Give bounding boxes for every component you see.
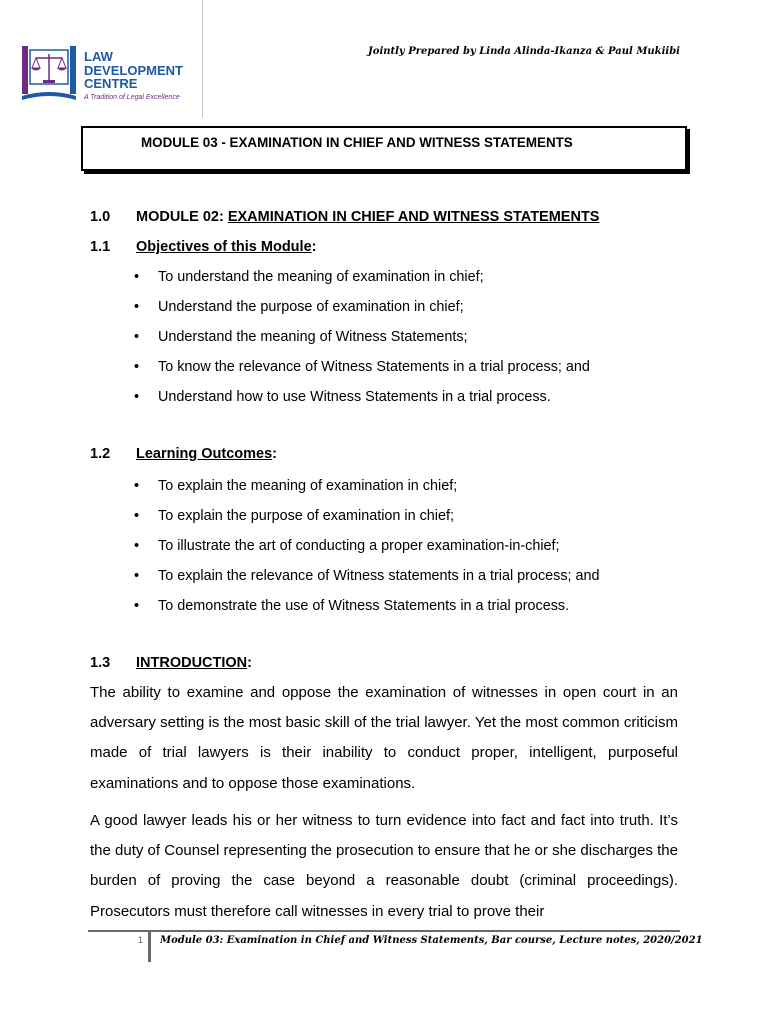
- section-number: 1.1: [90, 239, 111, 255]
- page-number: 1: [138, 935, 144, 945]
- footer-divider: [148, 932, 151, 962]
- section-colon: :: [272, 446, 278, 462]
- footer-rule: [88, 930, 680, 932]
- section-title: INTRODUCTION: [136, 655, 248, 671]
- module-title-box: [81, 126, 687, 171]
- logo-line-law: LAW: [84, 49, 113, 64]
- section-1-0-heading: [90, 209, 599, 225]
- section-title: Objectives of this Module: [136, 239, 312, 255]
- scales-of-justice-book-icon: [22, 46, 76, 100]
- section-colon: :: [247, 655, 253, 671]
- module-title: MODULE 03 - EXAMINATION IN CHIEF AND WITNESS STATEMENTS: [141, 135, 573, 150]
- introduction-paragraph-2: A good lawyer leads his or her witness to turn evidence into fact and fact into truth. It’s the duty of Counsel representing the prosecution to ensure that he or she discharges the burden of proving the case beyond a reasonable doubt (criminal proceedings). Prosecutors must therefore call witnesses in every trial to prove their: [90, 812, 678, 920]
- section-number: 1.2: [90, 446, 111, 462]
- header-divider: [202, 0, 203, 118]
- section-title: EXAMINATION IN CHIEF AND WITNESS STATEMENTS: [227, 209, 600, 225]
- section-1-1-heading: [90, 239, 316, 255]
- logo-line-development: DEVELOPMENT: [84, 62, 183, 78]
- section-1-3-heading: [90, 655, 252, 671]
- logo-line-centre: CENTRE: [84, 76, 138, 91]
- logo-wordmark: [84, 50, 183, 91]
- introduction-paragraph-1: The ability to examine and oppose the examination of witnesses in open court in an adversary setting is the most basic skill of the trial lawyer. Yet the most common criticism made of trial lawyers is their inability to conduct proper, intelligent, purposeful examinations and to oppose those examinations.: [90, 684, 678, 792]
- section-colon: :: [311, 239, 317, 255]
- section-number: 1.3: [90, 655, 111, 671]
- prepared-by: Jointly Prepared by Linda Alinda-Ikanza & Paul Mukiibi: [368, 46, 680, 57]
- section-1-2-heading: [90, 446, 277, 462]
- footer-text: Module 03: Examination in Chief and Witness Statements, Bar course, Lecture notes, 2020/2021: [160, 935, 703, 946]
- section-number: 1.0: [90, 209, 111, 225]
- logo-tagline: A Tradition of Legal Excellence: [84, 94, 180, 101]
- section-prefix: MODULE 02:: [136, 209, 228, 225]
- section-title: Learning Outcomes: [136, 446, 273, 462]
